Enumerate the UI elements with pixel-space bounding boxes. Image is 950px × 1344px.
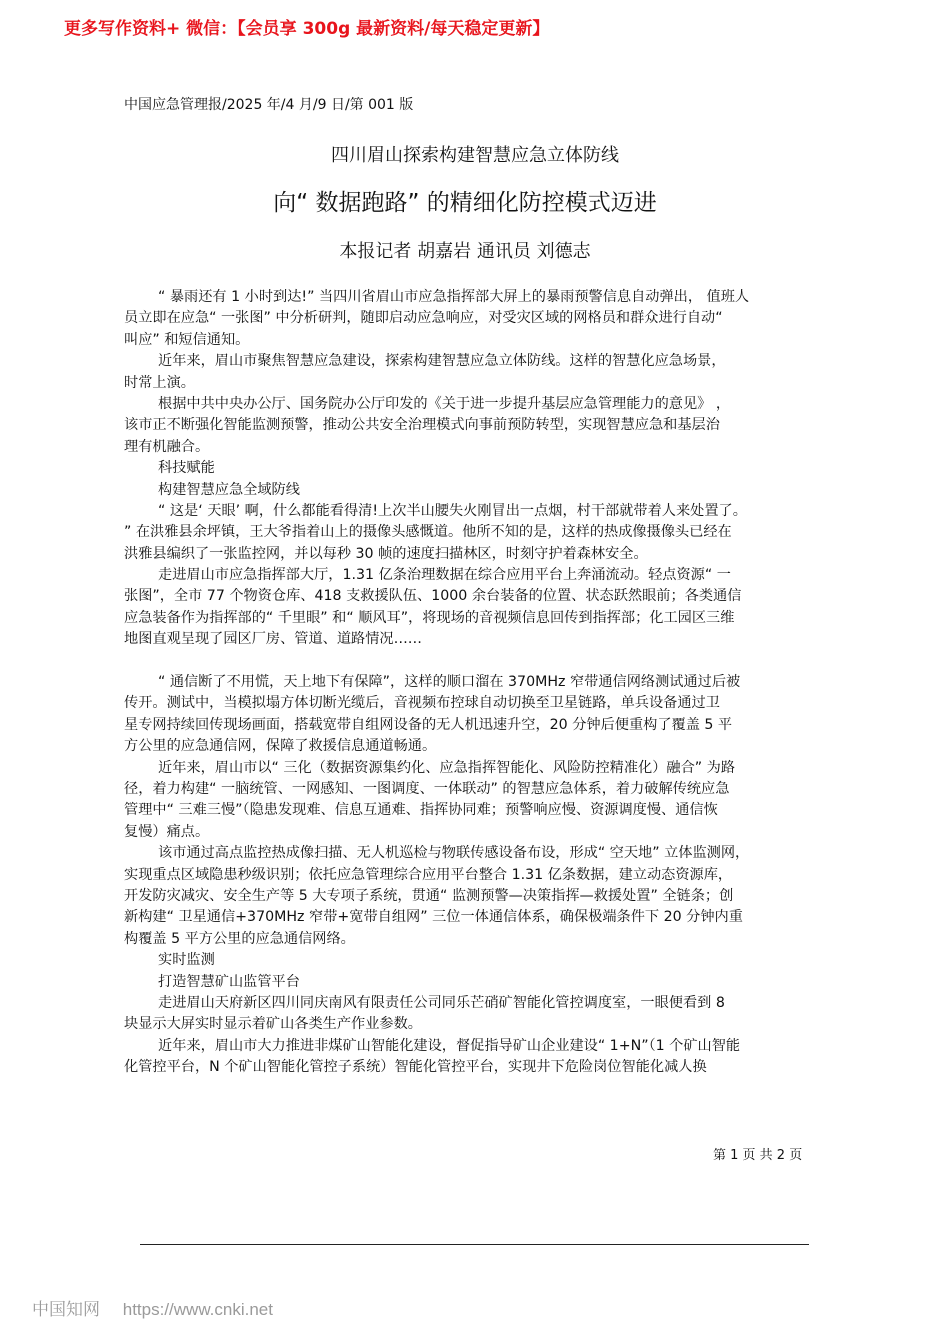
paragraph-line: 方公里的应急通信网，保障了救援信息通道畅通。 <box>124 738 437 755</box>
cnki-watermark <box>32 1295 273 1320</box>
article-title: 向“ 数据跑路” 的精细化防控模式迈进 <box>273 190 657 216</box>
paragraph-line: 新构建“ 卫星通信+370MHz 窄带+宽带自组网” 三位一体通信体系，确保极端条件下 20 分钟内重 <box>124 909 743 926</box>
section-subheading-line: 打造智慧矿山监管平台 <box>158 973 300 990</box>
footer-divider <box>140 1244 809 1245</box>
paragraph-line: 近年来，眉山市聚焦智慧应急建设，探索构建智慧应急立体防线。这样的智慧化应急场景， <box>158 353 726 370</box>
paragraph-line: 近年来，眉山市大力推进非煤矿山智能化建设，督促指导矿山企业建设“ 1+N”（1 个矿山智能 <box>158 1037 741 1054</box>
section-heading <box>124 950 836 971</box>
paragraph-line: 构覆盖 5 平方公里的应急通信网络。 <box>124 930 355 947</box>
paragraph-line: 理有机融合。 <box>124 438 210 455</box>
paragraph-line: 洪雅县编织了一张监控网，并以每秒 30 帧的速度扫描林区，时刻守护着森林安全。 <box>124 545 648 562</box>
paragraph <box>124 565 836 651</box>
article-body <box>124 287 836 1078</box>
paragraph-line: 实现重点区域隐患秒级识别；依托应急管理综合应用平台整合 1.31 亿条数据，建立动态资源库， <box>124 866 733 883</box>
paragraph-line: ” 在洪雅县余坪镇，王大爷指着山上的摄像头感慨道。他所不知的是，这样的热成像摄像头已经在 <box>124 524 732 541</box>
paragraph <box>124 843 836 950</box>
paragraph-line: “ 这是‘ 天眼’ 啊，什么都能看得清!上次半山腰失火刚冒出一点烟，村干部就带着人来处置了。 <box>158 502 747 519</box>
paragraph-line: 该市正不断强化智能监测预警，推动公共安全治理模式向事前预防转型，实现智慧应急和基层治 <box>124 417 720 434</box>
section-subheading <box>124 480 836 501</box>
article-subtitle: 四川眉山探索构建智慧应急立体防线 <box>331 145 619 166</box>
paragraph-line: 该市通过高点监控热成像扫描、无人机巡检与物联传感设备布设，形成“ 空天地” 立体监测网， <box>158 845 750 862</box>
paragraph-line: 径，着力构建“ 一脑统管、一网感知、一图调度、一体联动” 的智慧应急体系，着力破解传统应急 <box>124 780 730 797</box>
paragraph-line: 化管控平台，N 个矿山智能化管控子系统）智能化管控平台，实现井下危险岗位智能化减人换 <box>124 1059 707 1076</box>
paragraph-line: 走进眉山市应急指挥部大厅，1.31 亿条治理数据在综合应用平台上奔涌流动。轻点资源“ 一 <box>158 567 731 584</box>
paragraph-line: 根据中共中央办公厅、国务院办公厅印发的《关于进一步提升基层应急管理能力的意见》 ， <box>158 395 731 412</box>
watermark-url: https://www.cnki.net <box>122 1300 273 1319</box>
promo-banner: 更多写作资料+ 微信：【会员享 300g 最新资料/每天稳定更新】 <box>64 19 550 39</box>
paragraph <box>124 394 836 458</box>
paragraph <box>124 672 836 758</box>
paragraph-line: 时常上演。 <box>124 374 195 391</box>
paragraph <box>124 287 836 351</box>
paragraph-line: “ 通信断了不用慌，天上地下有保障”，这样的顺口溜在 370MHz 窄带通信网络测试通过后被 <box>158 674 741 691</box>
section-subheading-line: 构建智慧应急全域防线 <box>158 481 300 498</box>
watermark-brand: 中国知网 <box>32 1300 100 1319</box>
paragraph-line: “ 暴雨还有 1 小时到达!” 当四川省眉山市应急指挥部大屏上的暴雨预警信息自动弹出， 值班人 <box>158 289 750 305</box>
paragraph-line: 叫应” 和短信通知。 <box>124 331 250 348</box>
paragraph <box>124 758 836 844</box>
publication-info: 中国应急管理报/2025 年/4 月/9 日/第 001 版 <box>124 97 414 113</box>
paragraph <box>124 993 836 1036</box>
section-heading-line: 科技赋能 <box>158 460 215 477</box>
paragraph-line: 星专网持续回传现场画面，搭载宽带自组网设备的无人机迅速升空，20 分钟后便重构了覆盖 5 平 <box>124 716 733 733</box>
blank-line <box>124 651 836 672</box>
paragraph-line: 地图直观呈现了园区厂房、管道、道路情况…… <box>124 631 422 648</box>
paragraph <box>124 501 836 565</box>
paragraph-line: 张图”，全市 77 个物资仓库、418 支救援队伍、1000 余台装备的位置、状态跃然眼前；各类通信 <box>124 588 742 605</box>
paragraph <box>124 1036 836 1079</box>
paragraph-line: 走进眉山天府新区四川同庆南风有限责任公司同乐芒硝矿智能化管控调度室，一眼便看到 8 <box>158 994 725 1011</box>
paragraph-line: 近年来，眉山市以“ 三化（数据资源集约化、应急指挥智能化、风险防控精准化）融合” 为路 <box>158 759 736 776</box>
paragraph-line: 管理中“ 三难三慢”（隐患发现难、信息互通难、指挥协同难；预警响应慢、资源调度慢、通信恢 <box>124 802 718 819</box>
paragraph <box>124 351 836 394</box>
section-heading-line: 实时监测 <box>158 952 215 969</box>
article-byline: 本报记者 胡嘉岩 通讯员 刘德志 <box>339 241 591 262</box>
page-number: 第 1 页 共 2 页 <box>713 1148 803 1163</box>
paragraph-line: 应急装备作为指挥部的“ 千里眼” 和“ 顺风耳”，将现场的音视频信息回传到指挥部；化工园区三维 <box>124 609 735 626</box>
paragraph-line: 复慢）痛点。 <box>124 823 210 840</box>
paragraph-line: 员立即在应急“ 一张图” 中分析研判，随即启动应急响应，对受灾区域的网格员和群众进行自动“ <box>124 310 723 327</box>
paragraph-line: 开发防灾减灾、安全生产等 5 大专项子系统，贯通“ 监测预警—决策指挥—救援处置” 全链条；创 <box>124 887 734 904</box>
paragraph-line: 传开。测试中，当模拟塌方体切断光缆后，音视频布控球自动切换至卫星链路，单兵设备通过卫 <box>124 695 720 712</box>
section-subheading <box>124 972 836 993</box>
paragraph-line: 块显示大屏实时显示着矿山各类生产作业参数。 <box>124 1016 422 1033</box>
section-heading <box>124 458 836 479</box>
